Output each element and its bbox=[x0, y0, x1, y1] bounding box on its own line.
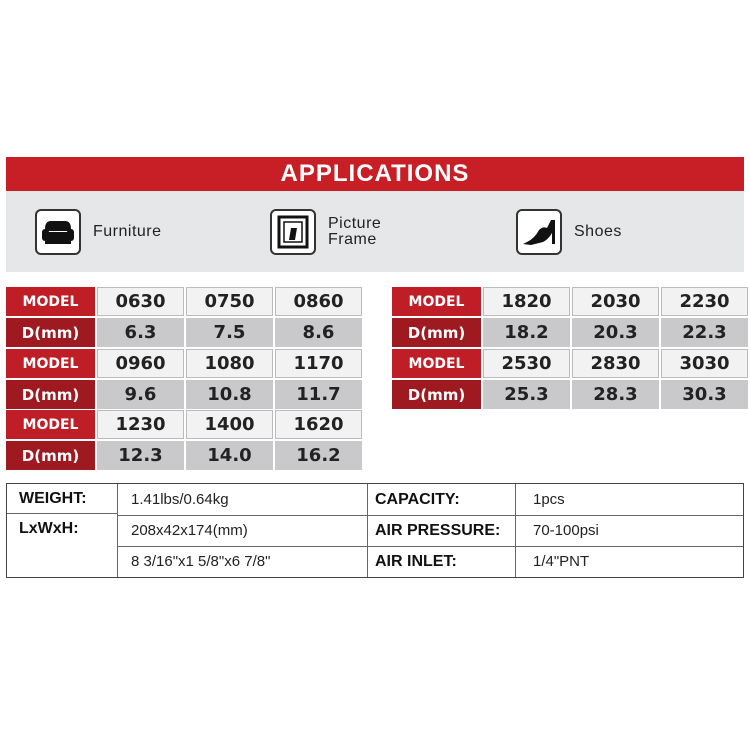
d-cell: 14.0 bbox=[186, 441, 273, 470]
model-header: MODEL bbox=[392, 349, 481, 378]
d-cell: 8.6 bbox=[275, 318, 362, 347]
model-header: MODEL bbox=[6, 287, 95, 316]
model-cell: 1230 bbox=[97, 410, 184, 439]
d-cell: 11.7 bbox=[275, 380, 362, 409]
d-cell: 12.3 bbox=[97, 441, 184, 470]
application-label: Picture Frame bbox=[328, 215, 382, 248]
model-cell: 2030 bbox=[572, 287, 659, 316]
air-pressure-value: 70-100psi bbox=[533, 522, 599, 539]
model-cell: 1820 bbox=[483, 287, 570, 316]
picture-frame-icon bbox=[270, 209, 316, 255]
capacity-value: 1pcs bbox=[533, 491, 565, 508]
model-table-left-2 bbox=[6, 349, 362, 409]
d-header: D(mm) bbox=[6, 318, 95, 347]
model-cell: 0960 bbox=[97, 349, 184, 378]
d-cell: 20.3 bbox=[572, 318, 659, 347]
air-inlet-key: AIR INLET: bbox=[375, 552, 457, 570]
d-header: D(mm) bbox=[6, 441, 95, 470]
application-furniture bbox=[35, 209, 162, 255]
dims-value-metric: 208x42x174(mm) bbox=[131, 522, 248, 539]
model-cell: 2530 bbox=[483, 349, 570, 378]
specs-table bbox=[6, 483, 744, 578]
model-cell: 1080 bbox=[186, 349, 273, 378]
application-picture-frame bbox=[270, 209, 381, 255]
model-header: MODEL bbox=[392, 287, 481, 316]
d-cell: 9.6 bbox=[97, 380, 184, 409]
application-label: Shoes bbox=[574, 223, 622, 240]
applications-band bbox=[6, 191, 744, 272]
air-pressure-key: AIR PRESSURE: bbox=[375, 521, 501, 539]
d-cell: 16.2 bbox=[275, 441, 362, 470]
d-header: D(mm) bbox=[392, 380, 481, 409]
d-header: D(mm) bbox=[392, 318, 481, 347]
applications-banner bbox=[6, 157, 744, 191]
model-cell: 0860 bbox=[275, 287, 362, 316]
d-cell: 7.5 bbox=[186, 318, 273, 347]
weight-key: WEIGHT: bbox=[19, 489, 87, 507]
d-header: D(mm) bbox=[6, 380, 95, 409]
model-table-left-3 bbox=[6, 410, 362, 470]
model-table-right-1 bbox=[392, 287, 748, 347]
d-cell: 18.2 bbox=[483, 318, 570, 347]
dims-value-imperial: 8 3/16"x1 5/8"x6 7/8" bbox=[131, 553, 271, 570]
model-cell: 0630 bbox=[97, 287, 184, 316]
dims-key: LxWxH: bbox=[19, 519, 79, 537]
d-cell: 28.3 bbox=[572, 380, 659, 409]
d-cell: 30.3 bbox=[661, 380, 748, 409]
high-heel-shoe-icon bbox=[516, 209, 562, 255]
application-shoes bbox=[516, 209, 622, 255]
model-header: MODEL bbox=[6, 410, 95, 439]
banner-title: APPLICATIONS bbox=[280, 160, 470, 187]
application-label: Furniture bbox=[93, 223, 162, 240]
d-cell: 6.3 bbox=[97, 318, 184, 347]
model-header: MODEL bbox=[6, 349, 95, 378]
capacity-key: CAPACITY: bbox=[375, 490, 460, 508]
model-cell: 3030 bbox=[661, 349, 748, 378]
model-table-right-2 bbox=[392, 349, 748, 409]
model-cell: 1170 bbox=[275, 349, 362, 378]
model-cell: 0750 bbox=[186, 287, 273, 316]
model-cell: 1620 bbox=[275, 410, 362, 439]
model-cell: 2830 bbox=[572, 349, 659, 378]
d-cell: 10.8 bbox=[186, 380, 273, 409]
air-inlet-value: 1/4"PNT bbox=[533, 553, 590, 570]
model-cell: 1400 bbox=[186, 410, 273, 439]
model-cell: 2230 bbox=[661, 287, 748, 316]
d-cell: 22.3 bbox=[661, 318, 748, 347]
d-cell: 25.3 bbox=[483, 380, 570, 409]
weight-value: 1.41lbs/0.64kg bbox=[131, 491, 229, 508]
armchair-icon bbox=[35, 209, 81, 255]
model-table-left-1 bbox=[6, 287, 362, 347]
